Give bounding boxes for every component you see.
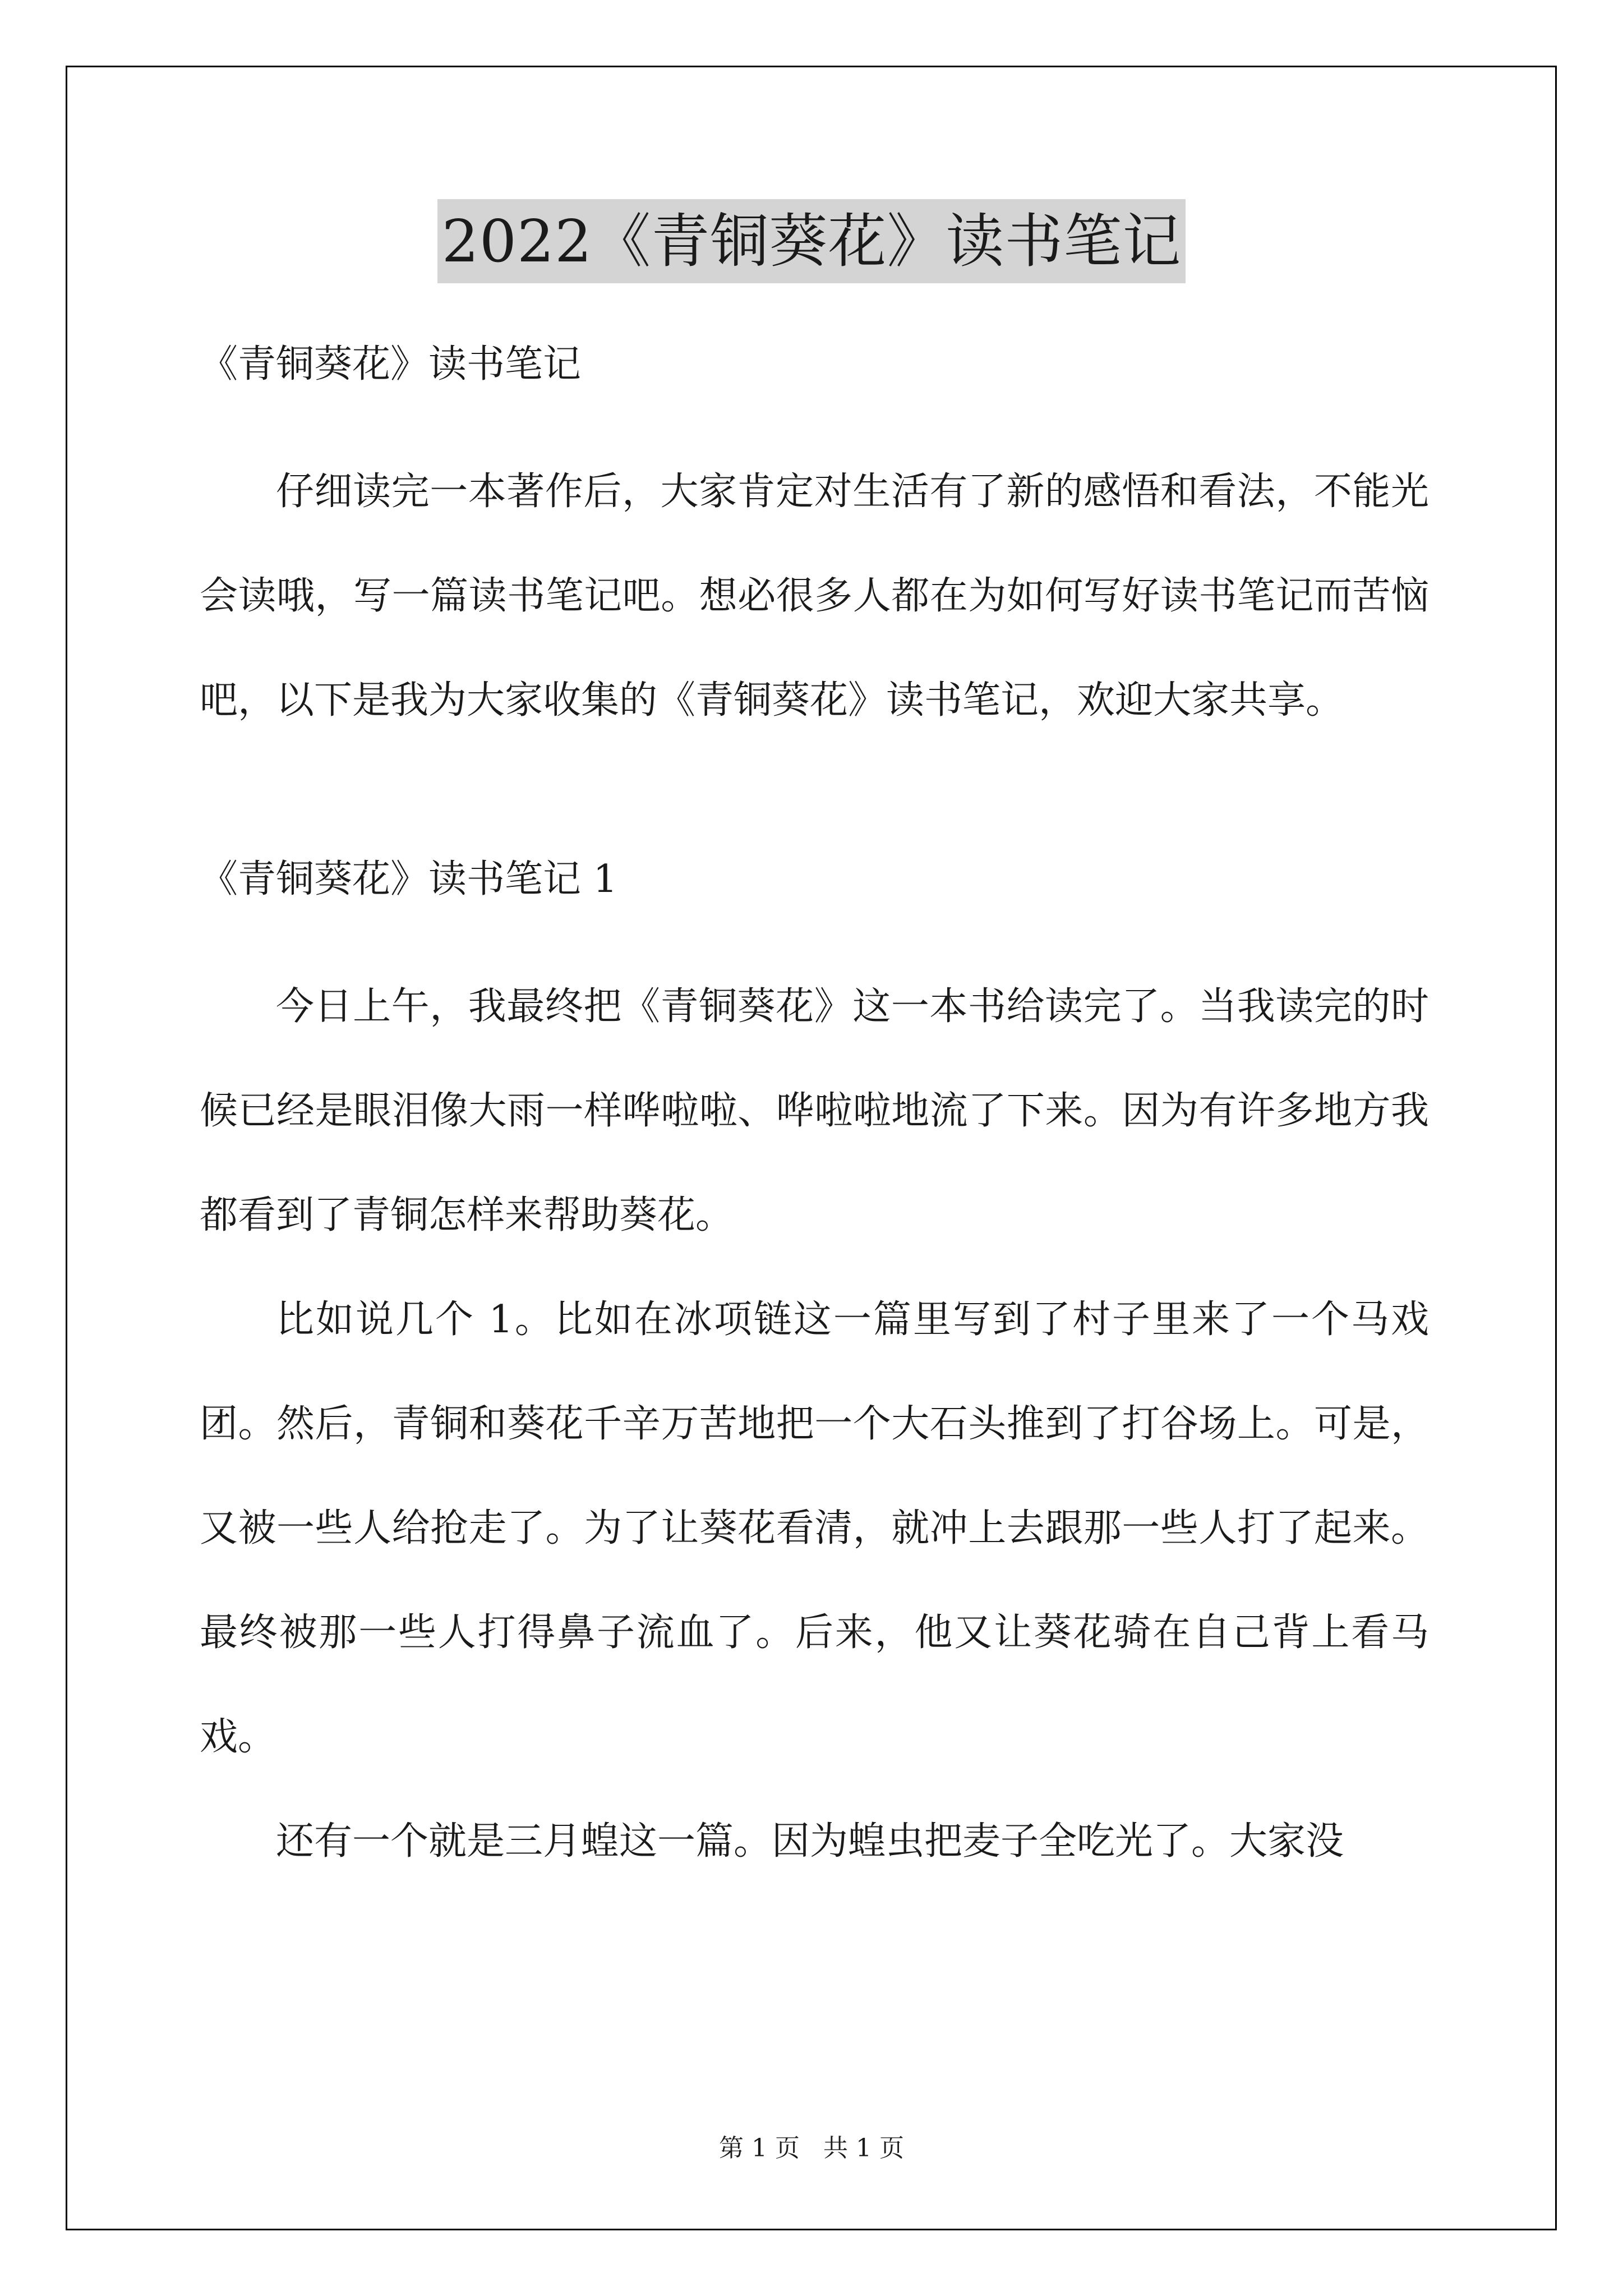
note-1-paragraph-2: 比如说几个 1。比如在冰项链这一篇里写到了村子里来了一个马戏团。然后，青铜和葵花千辛万苦地把一个大石头推到了打谷场上。可是，又被一些人给抢走了。为了让葵花看清，就冲上去跟那一些人打了起来。最终被那一些人打得鼻子流血了。后来，他又让葵花骑在自己背上看马戏。: [200, 1297, 1429, 1759]
page-footer: [0, 2132, 1623, 2165]
spacer: [200, 393, 1429, 440]
intro-paragraph: 仔细读完一本著作后，大家肯定对生活有了新的感悟和看法，不能光会读哦，写一篇读书笔记吧。想必很多人都在为如何写好读书笔记而苦恼吧，以下是我为大家收集的《青铜葵花》读书笔记，欢迎大家共享。: [200, 470, 1429, 723]
note-1-paragraph-1: 今日上午，我最终把《青铜葵花》这一本书给读完了。当我读完的时候已经是眼泪像大雨一样哗啦啦、哗啦啦地流了下来。因为有许多地方我都看到了青铜怎样来帮助葵花。: [200, 984, 1429, 1237]
section-heading-note-1: 《青铜葵花》读书笔记 1: [200, 857, 617, 901]
document-body: [200, 337, 1429, 1894]
page-number: 第 1 页: [719, 2134, 800, 2162]
title-container: [0, 199, 1623, 283]
note-1-paragraph-3: 还有一个就是三月蝗这一篇。因为蝗虫把麦子全吃光了。大家没: [276, 1819, 1344, 1864]
page-total: 共 1 页: [823, 2134, 904, 2162]
document-title: 2022《青铜葵花》读书笔记: [437, 199, 1186, 283]
spacer: [200, 753, 1429, 852]
section-heading-intro: 《青铜葵花》读书笔记: [200, 342, 582, 386]
spacer: [200, 908, 1429, 955]
